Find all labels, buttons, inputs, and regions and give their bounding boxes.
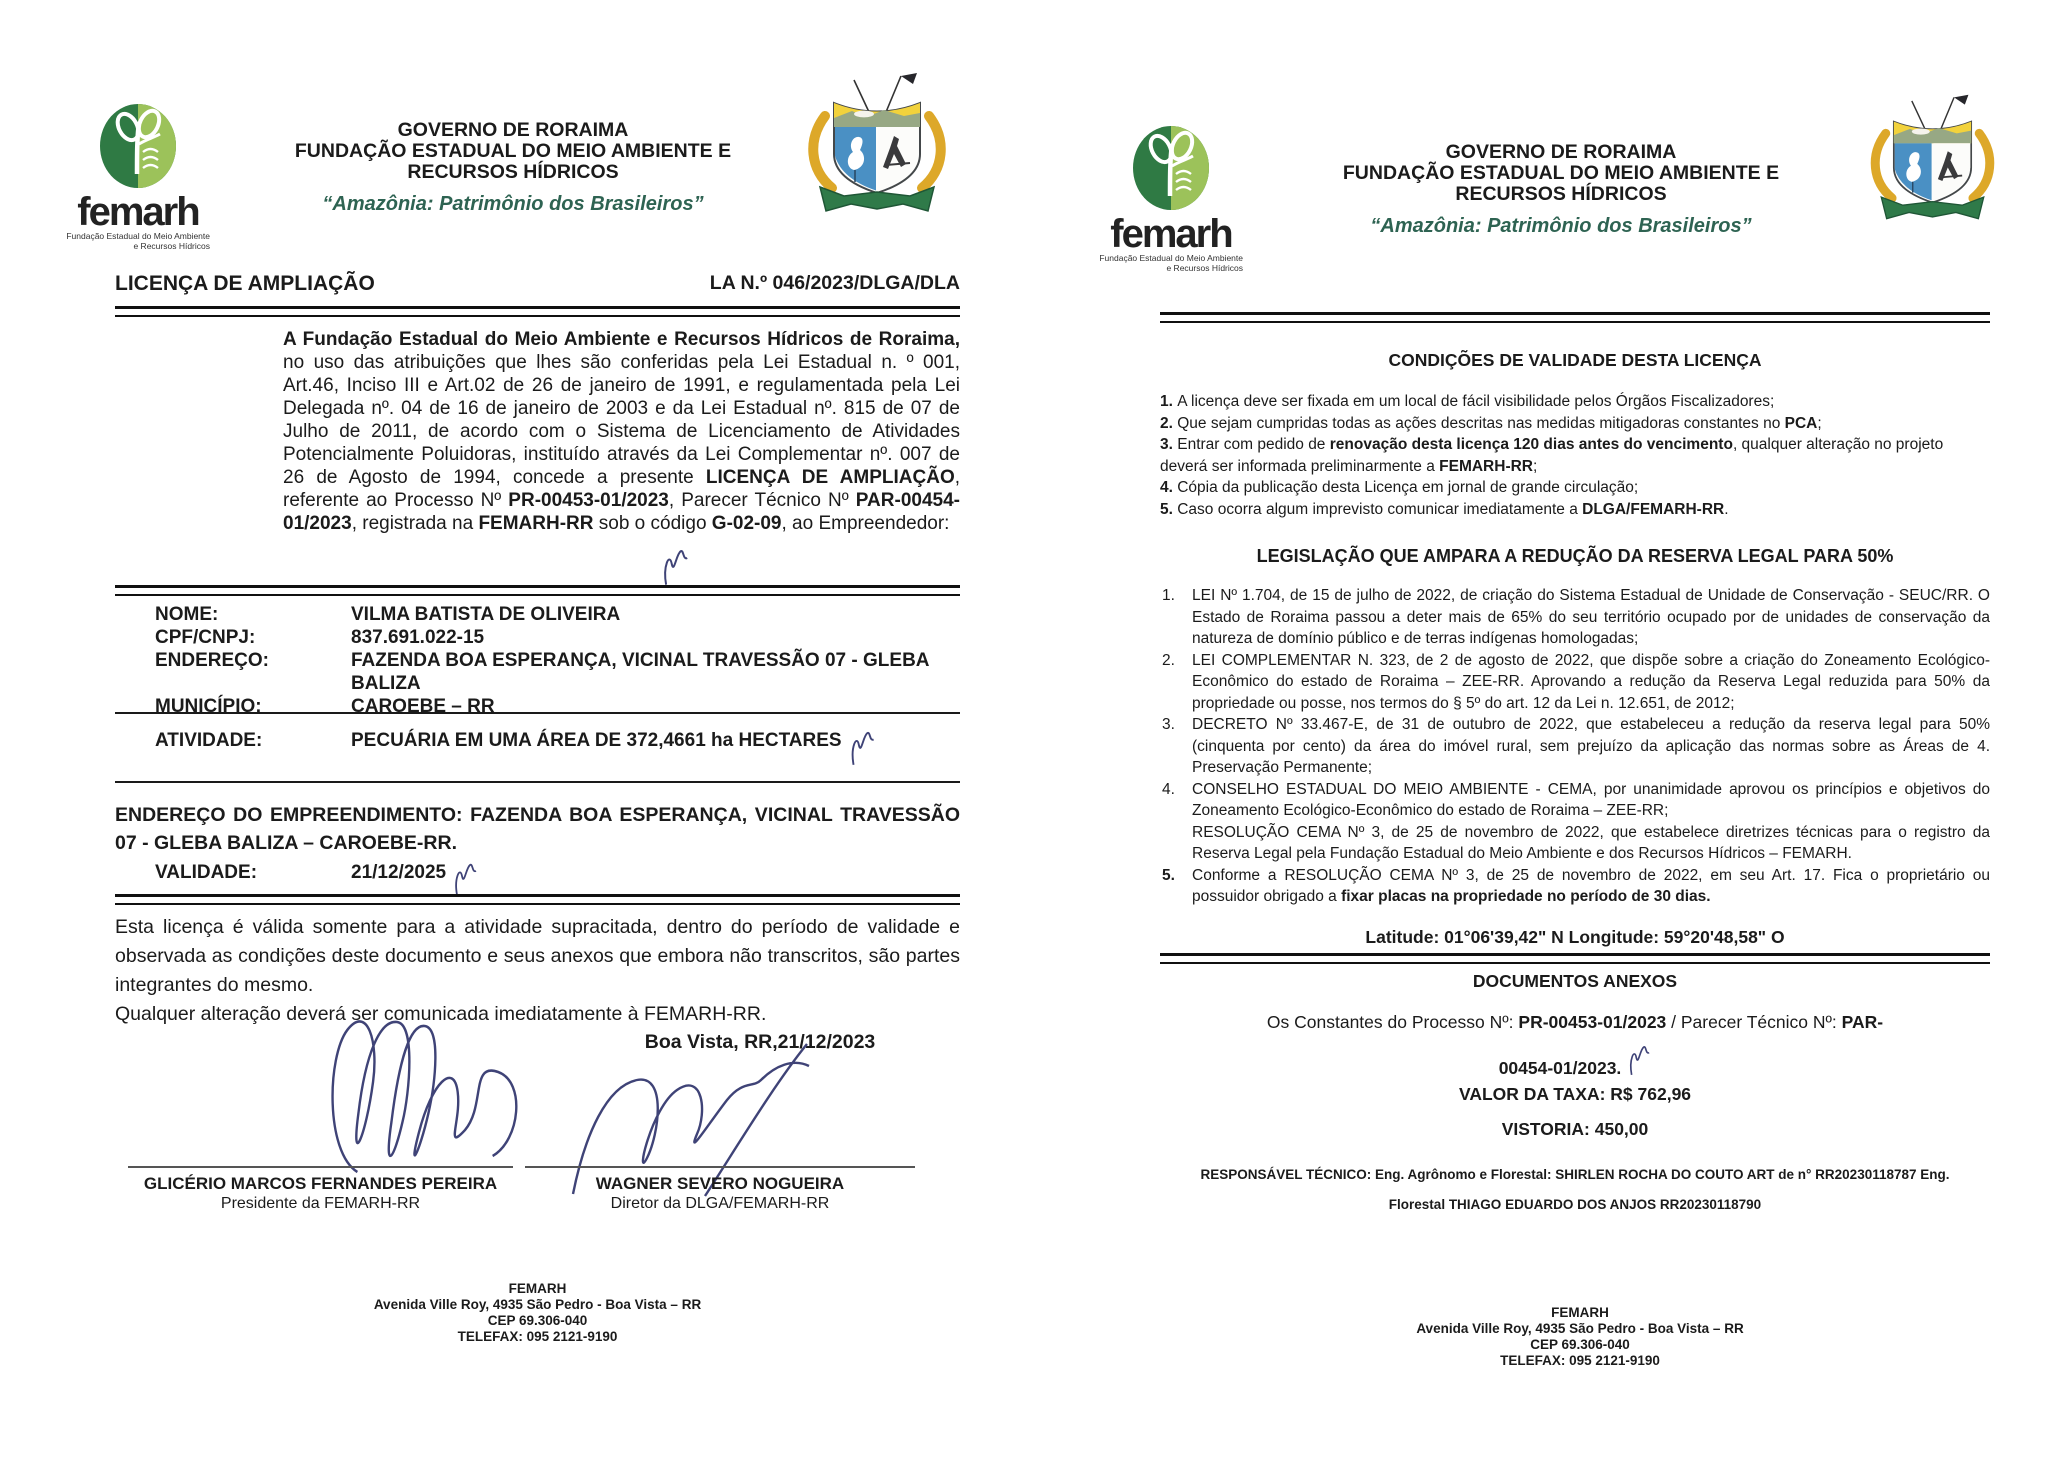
license-number: LA N.º 046/2023/DLGA/DLA (709, 272, 960, 294)
legislation-item-text: CONSELHO ESTADUAL DO MEIO AMBIENTE - CEMA, por unanimidade aprovou os princípios e objetivos do Zoneamento Ecológico-Econômico do estado de Roraima – ZEE-RR; RESOLUÇÃO CEMA Nº 3, de 25 de novembro de 2022, que estabelece diretrizes técnicas para o registro da Reserva Legal pela Fundação Estadual do Meio Ambiente e dos Recursos Hídricos – FEMARH. (1192, 780, 1990, 862)
activity-label: ATIVIDADE: (155, 730, 263, 751)
legislation-list (1160, 585, 1990, 908)
femarh-brand: femarh (1110, 212, 1232, 256)
roraima-coat-of-arms-icon (1865, 92, 2000, 225)
double-rule (1160, 312, 1990, 323)
footer-cep: CEP 69.306-040 (1530, 1337, 1630, 1352)
femarh-logo (52, 70, 224, 251)
header-gov-line2: FUNDAÇÃO ESTADUAL DO MEIO AMBIENTE E (294, 140, 732, 162)
double-rule (1160, 953, 1990, 964)
header-gov-line1: GOVERNO DE RORAIMA (1445, 141, 1677, 163)
condition-item-2: 2. Que sejam cumpridas todas as ações descritas nas medidas mitigadoras constantes no PCA; (1160, 414, 1822, 432)
handwritten-mark-icon (452, 862, 478, 898)
footer-right (1175, 1305, 1985, 1369)
signature-line (128, 1166, 513, 1168)
legislation-item-5 (1160, 865, 1990, 908)
condition-item-4: 4. Cópia da publicação desta Licença em jornal de grande circulação; (1160, 479, 1639, 496)
signature-stroke-icon (270, 1002, 570, 1180)
footer-telefax: TELEFAX: 095 2121-9190 (1500, 1353, 1660, 1368)
field-label-nome: NOME: (155, 604, 219, 625)
license-intro: A Fundação Estadual do Meio Ambiente e Recursos Hídricos de Roraima, no uso das atribuições que lhes são conferidas pela Lei Estadual n. º 001, Art.46, Inciso III e Art.02 de 26 de janeiro de 1991, e regulamentada pela Lei Delegada nº. 04 de 16 de janeiro de 2003 e da Lei Estadual nº. 815 de 07 de Julho de 2011, de acordo com o Sistema de Licenciamento de Atividades Potencialmente Poluidoras, instituído através da Lei Complementar nº. 007 de 26 de Agosto de 1994, concede a presente LICENÇA DE AMPLIAÇÃO, referente ao Processo Nº PR-00453-01/2023, Parecer Técnico Nº PAR-00454-01/2023, registrada na FEMARH-RR sob o código G-02-09, ao Empreendedor: (283, 329, 960, 534)
footer-address: Avenida Ville Roy, 4935 São Pedro - Boa Vista – RR (1416, 1321, 1744, 1336)
legislation-item-number: 5. (1162, 866, 1175, 884)
field-value-endereco: FAZENDA BOA ESPERANÇA, VICINAL TRAVESSÃO 07 - GLEBA BALIZA (351, 650, 929, 694)
license-title-row (115, 272, 960, 296)
signatory-left (128, 1166, 513, 1214)
handwritten-mark-icon (660, 548, 690, 588)
header-motto: “Amazônia: Patrimônio dos Brasileiros” (1370, 215, 1752, 237)
license-title: LICENÇA DE AMPLIAÇÃO (115, 272, 375, 295)
double-rule (115, 306, 960, 317)
signatory-name: GLICÉRIO MARCOS FERNANDES PEREIRA (143, 1174, 498, 1193)
femarh-caption: Fundação Estadual do Meio Ambiente e Recursos Hídricos (1099, 253, 1243, 273)
legislation-item-3 (1160, 714, 1990, 779)
validity-row (155, 862, 955, 898)
field-value-nome: VILMA BATISTA DE OLIVEIRA (351, 604, 621, 625)
field-label-municipio: MUNICÍPIO: (155, 696, 262, 717)
license-note-p1: Esta licença é válida somente para a atividade supracitada, dentro do período de validade e observada as condições deste documento e seus anexos que embora não transcritos, são partes integrantes do mesmo. (115, 916, 960, 996)
legislation-item-text: LEI Nº 1.704, de 15 de julho de 2022, de criação do Sistema Estadual de Unidade de Conservação - SEUC/RR. O Estado de Roraima passou a deter mais de 65% do seu território ocupado por de unidades de conservação da natureza de domínio público e de terras indígenas homologadas; (1192, 587, 1990, 647)
femarh-logo-icon (95, 102, 181, 190)
handwritten-mark-icon (848, 730, 876, 768)
date-line: Boa Vista, RR,21/12/2023 (644, 1031, 876, 1053)
femarh-caption: Fundação Estadual do Meio Ambiente e Recursos Hídricos (66, 231, 210, 251)
handwritten-mark-icon (1627, 1044, 1651, 1078)
footer-address: Avenida Ville Roy, 4935 São Pedro - Boa Vista – RR (373, 1297, 702, 1312)
page-right (1024, 0, 2048, 1471)
header-org-lines (1257, 92, 1865, 238)
legislation-title: LEGISLAÇÃO QUE AMPARA A REDUÇÃO DA RESERVA LEGAL PARA 50% (1256, 546, 1894, 566)
field-value-municipio: CAROEBE – RR (351, 696, 495, 717)
legislation-item-number: 2. (1162, 651, 1175, 669)
legislation-item-4 (1160, 779, 1990, 865)
signatory-name: WAGNER SEVERO NOGUEIRA (595, 1174, 845, 1193)
condition-item-5: 5. Caso ocorra algum imprevisto comunicar imediatamente a DLGA/FEMARH-RR. (1160, 500, 1729, 518)
conditions-list (1160, 391, 1990, 520)
validity-value: 21/12/2025 (351, 862, 447, 883)
condition-item-1: 1. A licença deve ser fixada em um local de fácil visibilidade pelos Órgãos Fiscalizadores; (1160, 393, 1775, 410)
footer-cep: CEP 69.306-040 (487, 1313, 588, 1328)
femarh-brand: femarh (77, 190, 199, 234)
double-rule (115, 585, 960, 596)
activity-row (155, 730, 955, 768)
header-gov-line3: RECURSOS HÍDRICOS (407, 161, 619, 183)
signatory-right (525, 1166, 915, 1214)
legislation-item-number: 3. (1162, 716, 1175, 733)
footer-org: FEMARH (1551, 1305, 1609, 1320)
condition-item-3: 3. Entrar com pedido de renovação desta licença 120 dias antes do vencimento, qualquer alteração no projeto deverá ser informada preliminarmente a FEMARH-RR; (1160, 436, 1944, 475)
tax-line: VALOR DA TAXA: R$ 762,96 (1458, 1084, 1692, 1104)
femarh-logo (1085, 92, 1257, 273)
annex-title: DOCUMENTOS ANEXOS (1472, 971, 1678, 991)
validity-label: VALIDADE: (155, 862, 258, 883)
legislation-item-number: 4. (1162, 780, 1175, 798)
legislation-item-text: DECRETO Nº 33.467-E, de 31 de outubro de 2022, que estabeleceu a redução da reserva legal para 50% (cinquenta por cento) da área do imóvel rural, sem prejuízo da aplicação das normas sobre as Áreas de 4. Preservação Permanente; (1192, 716, 1990, 776)
header-gov-line1: GOVERNO DE RORAIMA (397, 119, 629, 141)
conditions-title: CONDIÇÕES DE VALIDADE DESTA LICENÇA (1388, 350, 1762, 370)
right-header (1085, 92, 2005, 273)
header-motto: “Amazônia: Patrimônio dos Brasileiros” (322, 193, 704, 215)
left-header (52, 70, 962, 251)
coat-of-arms (1865, 92, 2005, 225)
annex-body: Os Constantes do Processo Nº: PR-00453-01/2023 / Parecer Técnico Nº: PAR- 00454-01/2023. (1266, 1012, 1884, 1078)
responsible-line: RESPONSÁVEL TÉCNICO: Eng. Agrônomo e Florestal: SHIRLEN ROCHA DO COUTO ART de n° RR20230118787 Eng. Florestal THIAGO EDUARDO DOS ANJOS RR20230118790 (1200, 1167, 1950, 1212)
signatory-role: Presidente da FEMARH-RR (220, 1195, 421, 1212)
signatory-role: Diretor da DLGA/FEMARH-RR (610, 1195, 830, 1212)
double-rule (115, 894, 960, 905)
single-rule (115, 781, 960, 783)
license-note-p2: Qualquer alteração deverá ser comunicada imediatamente à FEMARH-RR. (115, 1003, 767, 1025)
coordinates-line: Latitude: 01°06'39,42" N Longitude: 59°20'48,58" O (1365, 927, 1785, 947)
legislation-item-number: 1. (1162, 587, 1175, 604)
footer-left (115, 1281, 960, 1345)
legislation-item-text: LEI COMPLEMENTAR N. 323, de 2 de agosto de 2022, que dispõe sobre a criação do Zoneamento Ecológico-Econômico do estado de Roraima – ZEE-RR. Aprovando a redução da Reserva Legal reduzida para 50% da propriedade ou posse, nos termos do § 5º do art. 12 da Lei n. 12.651, de 2012; (1192, 651, 1990, 712)
header-gov-line2: FUNDAÇÃO ESTADUAL DO MEIO AMBIENTE E (1342, 162, 1780, 184)
footer-org: FEMARH (508, 1281, 567, 1296)
footer-telefax: TELEFAX: 095 2121-9190 (457, 1329, 618, 1344)
field-label-endereco: ENDEREÇO: (155, 650, 270, 671)
signature-line (525, 1166, 915, 1168)
coat-of-arms (802, 70, 962, 218)
legislation-item-2 (1160, 650, 1990, 715)
licensee-fields (155, 603, 955, 718)
header-org-lines (224, 70, 802, 216)
field-value-cpf: 837.691.022-15 (351, 627, 485, 648)
legislation-item-1 (1160, 585, 1990, 650)
roraima-coat-of-arms-icon (802, 70, 952, 218)
field-label-cpf: CPF/CNPJ: (155, 627, 256, 648)
activity-value: PECUÁRIA EM UMA ÁREA DE 372,4661 ha HECTARES (351, 730, 842, 751)
single-rule (115, 712, 960, 714)
femarh-logo-icon (1128, 124, 1214, 212)
enterprise-address: ENDEREÇO DO EMPREENDIMENTO: FAZENDA BOA ESPERANÇA, VICINAL TRAVESSÃO 07 - GLEBA BALIZA – CAROEBE-RR. (115, 804, 960, 854)
header-gov-line3: RECURSOS HÍDRICOS (1455, 183, 1667, 205)
legislation-item-text: Conforme a RESOLUÇÃO CEMA Nº 3, de 25 de novembro de 2022, em seu Art. 17. Fica o proprietário ou possuidor obrigado a fixar placas na propriedade no período de 30 dias. (1192, 866, 1990, 905)
inspection-line: VISTORIA: 450,00 (1501, 1119, 1649, 1139)
